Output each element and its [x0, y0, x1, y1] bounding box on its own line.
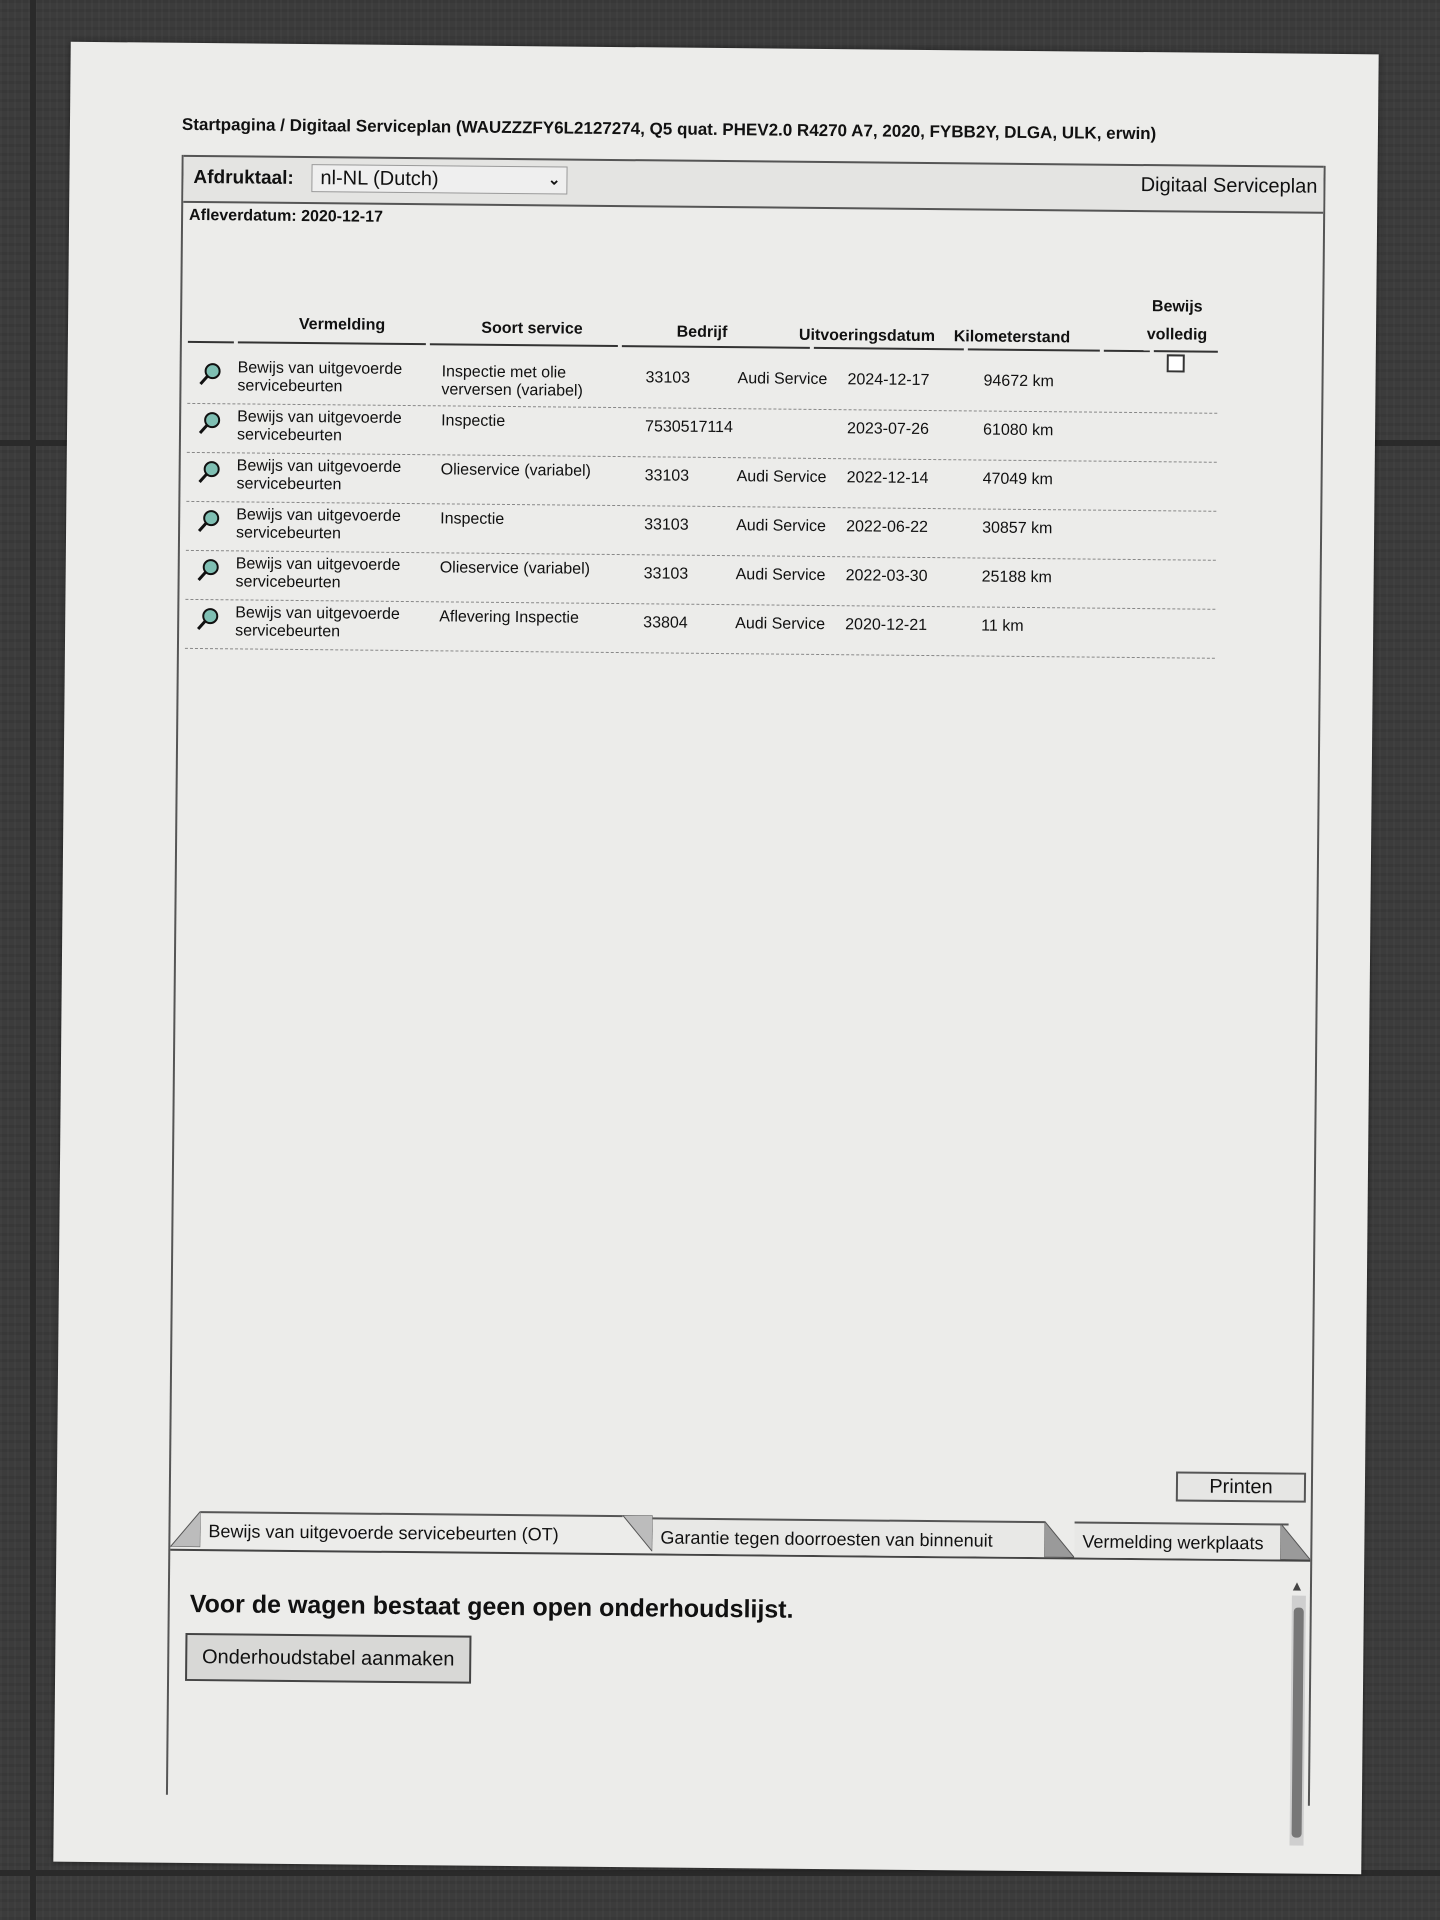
row-soort-service: Inspectie met olie verversen (variabel) [441, 363, 583, 400]
row-code: 33804 [643, 614, 688, 632]
row-vermelding: Bewijs van uitgevoerde servicebeurten [235, 555, 401, 592]
row-km: 11 km [981, 617, 1024, 635]
magnifier-icon[interactable] [195, 606, 221, 632]
tab-corner-icon [622, 1515, 652, 1551]
language-label: Afdruktaal: [193, 166, 294, 189]
row-vermelding: Bewijs van uitgevoerde servicebeurten [236, 408, 402, 445]
service-plan-frame [166, 155, 1326, 1806]
delivery-date: Afleverdatum: 2020-12-17 [189, 206, 384, 226]
scroll-up-icon[interactable]: ▲ [1289, 1577, 1304, 1594]
header-underline [622, 345, 810, 349]
tab-strip [170, 1505, 1310, 1562]
header-bewijs: Bewijs [1151, 298, 1203, 316]
row-soort-service: Olieservice (variabel) [440, 461, 592, 480]
header-bedrijf: Bedrijf [676, 323, 728, 342]
row-datum: 2022-03-30 [845, 567, 928, 586]
row-km: 47049 km [982, 470, 1053, 489]
print-button[interactable]: Printen [1176, 1471, 1306, 1502]
header-volledig: volledig [1146, 326, 1208, 344]
chevron-down-icon: ⌄ [547, 171, 561, 189]
header-underline [238, 341, 426, 345]
row-vermelding: Bewijs van uitgevoerde servicebeurten [237, 359, 403, 396]
magnifier-icon[interactable] [197, 459, 223, 485]
row-soort-service: Aflevering Inspectie [439, 608, 579, 627]
row-code: 33103 [644, 516, 689, 534]
row-code: 7530517114 [645, 418, 733, 437]
row-soort-service: Inspectie [441, 412, 506, 430]
row-bedrijf: Audi Service [735, 566, 826, 585]
row-datum: 2022-12-14 [846, 469, 929, 488]
tab-service-proof[interactable]: Bewijs van uitgevoerde servicebeurten (OT) [200, 1511, 622, 1551]
header-underline [1154, 350, 1218, 353]
table-row[interactable] [185, 600, 1215, 659]
header-vermelding: Vermelding [298, 315, 386, 334]
row-km: 94672 km [983, 372, 1054, 391]
row-datum: 2022-06-22 [846, 518, 929, 537]
header-uitvoeringsdatum: Uitvoeringsdatum [798, 326, 936, 346]
no-maintenance-message: Voor de wagen bestaat geen open onderhoudslijst. [189, 1589, 794, 1624]
header-underline [968, 348, 1100, 351]
scrollbar[interactable] [1290, 1596, 1306, 1846]
row-code: 33103 [644, 467, 690, 485]
magnifier-icon[interactable] [196, 557, 222, 583]
row-code: 33103 [643, 565, 689, 583]
row-km: 61080 km [982, 421, 1054, 440]
tab-corner-icon [1044, 1521, 1074, 1557]
row-soort-service: Inspectie [440, 510, 505, 528]
header-underline [430, 343, 618, 347]
row-bedrijf: Audi Service [736, 468, 827, 487]
row-soort-service: Olieservice (variabel) [439, 559, 591, 578]
breadcrumb[interactable]: Startpagina / Digitaal Serviceplan (WAUZZZFY6L2127274, Q5 quat. PHEV2.0 R4270 A7, 2020, FYBB2Y, DLGA, ULK, erwin) [181, 114, 1157, 144]
language-select[interactable] [311, 164, 567, 194]
row-vermelding: Bewijs van uitgevoerde servicebeurten [235, 604, 400, 641]
tab-workshop-note[interactable]: Vermelding werkplaats [1074, 1521, 1288, 1559]
tab-corner-icon [1280, 1523, 1310, 1559]
header-underline [814, 347, 964, 350]
printed-page [53, 42, 1378, 1874]
row-km: 25188 km [981, 568, 1053, 587]
row-km: 30857 km [982, 519, 1053, 538]
row-datum: 2023-07-26 [847, 420, 930, 439]
row-datum: 2024-12-17 [847, 371, 930, 390]
row-vermelding: Bewijs van uitgevoerde servicebeurten [235, 506, 401, 543]
row-bedrijf: Audi Service [735, 615, 826, 634]
header-underline [188, 341, 234, 343]
app-title: Digitaal Serviceplan [1140, 174, 1318, 198]
header-underline [1104, 350, 1150, 352]
floor-joint [30, 0, 36, 1920]
scrollbar-thumb[interactable] [1292, 1608, 1304, 1838]
create-maintenance-table-button[interactable]: Onderhoudstabel aanmaken [185, 1633, 471, 1684]
tab-corner-icon [170, 1511, 200, 1547]
magnifier-icon[interactable] [197, 361, 223, 387]
row-bedrijf: Audi Service [736, 517, 827, 536]
language-value: nl-NL (Dutch) [320, 167, 439, 191]
toolbar [183, 155, 1323, 214]
header-kilometerstand: Kilometerstand [953, 328, 1071, 347]
magnifier-icon[interactable] [196, 508, 222, 534]
header-soort-service: Soort service [481, 319, 583, 338]
tab-rust-warranty[interactable]: Garantie tegen doorroesten van binnenuit [652, 1517, 1044, 1557]
row-code: 33103 [645, 369, 691, 387]
row-datum: 2020-12-21 [845, 616, 928, 635]
magnifier-icon[interactable] [197, 410, 223, 436]
row-vermelding: Bewijs van uitgevoerde servicebeurten [236, 457, 402, 494]
row-bedrijf: Audi Service [737, 370, 828, 389]
